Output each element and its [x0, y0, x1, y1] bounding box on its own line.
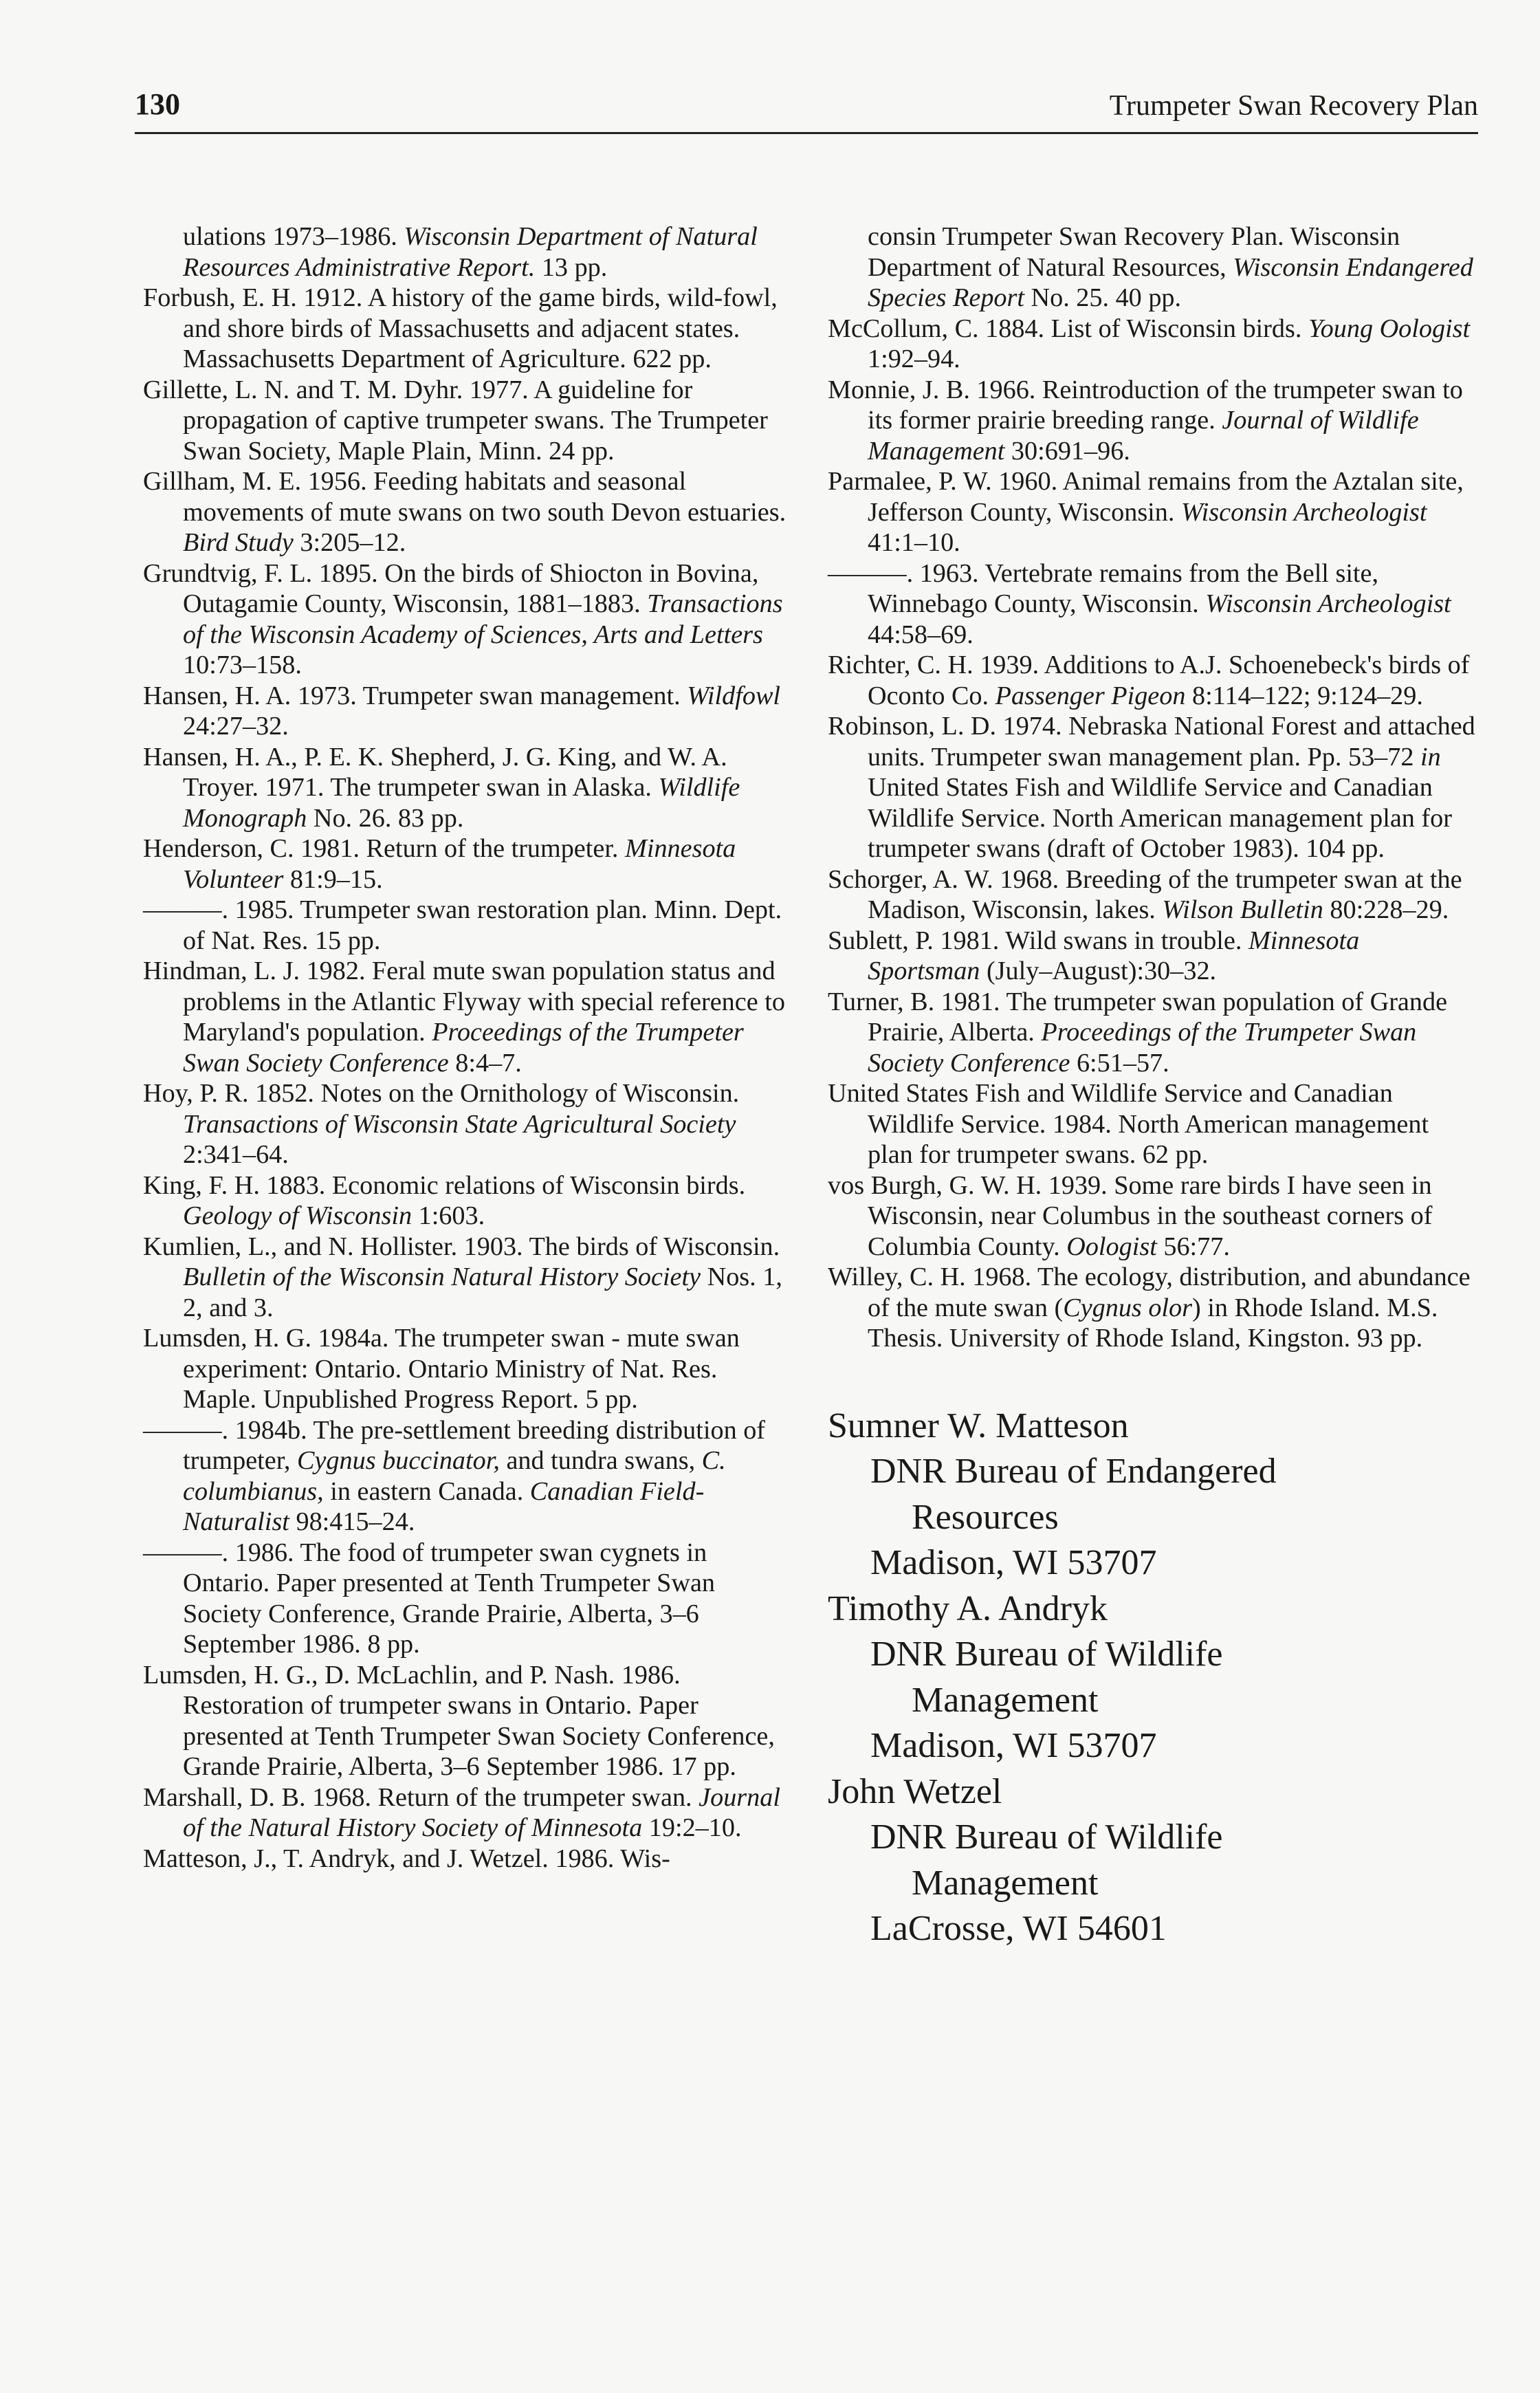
- reference-entry: [828, 314, 1478, 375]
- reference-text: United States Fish and Wildlife Service and Canadian Wildlife Service. 1984. North American management plan for trumpeter swans. 62 pp.: [828, 1079, 1429, 1169]
- page-number: 130: [135, 87, 180, 121]
- reference-entry: [143, 956, 793, 1078]
- running-head: Trumpeter Swan Recovery Plan: [1109, 90, 1478, 122]
- reference-citation: 1:603.: [412, 1201, 485, 1230]
- reference-text: consin Trumpeter Swan Recovery Plan. Wisconsin Department of Natural Resources,: [868, 222, 1400, 282]
- reference-source: Oologist: [1066, 1232, 1157, 1261]
- reference-entry: [143, 895, 793, 956]
- reference-citation: 44:58–69.: [868, 620, 974, 649]
- reference-citation: United States Fish and Wildlife Service and Canadian Wildlife Service. North American management plan for trumpeter swans (draft of October 1983). 104 pp.: [868, 773, 1452, 863]
- reference-text: Grundtvig, F. L. 1895. On the birds of Shiocton in Bovina, Outagamie County, Wisconsin, 1881–1883.: [143, 558, 759, 618]
- reference-source: Canadian Field-Naturalist: [183, 1476, 705, 1536]
- reference-entry: [143, 1415, 793, 1538]
- reference-entry: [143, 1323, 793, 1415]
- reference-entry: [828, 926, 1478, 987]
- reference-entry: [143, 375, 793, 467]
- reference-text: Hindman, L. J. 1982. Feral mute swan population status and problems in the Atlantic Flyway with special reference to Maryland's population.: [143, 957, 785, 1047]
- reference-source: Minnesota Volunteer: [183, 834, 736, 894]
- reference-source: Wildlife Monograph: [183, 773, 740, 833]
- reference-source: in: [1420, 742, 1441, 772]
- reference-text: Gillham, M. E. 1956. Feeding habitats and seasonal movements of mute swans on two south Devon estuaries.: [143, 467, 786, 527]
- author-affiliation-line: Madison, WI 53707: [870, 1543, 1157, 1582]
- right-reference-column: [828, 221, 1478, 1952]
- reference-text: ———. 1986. The food of trumpeter swan cygnets in Ontario. Paper presented at Tenth Trumpeter Swan Society Conference, Grande Prairie, Alberta, 3–6 September 1986. 8 pp.: [143, 1538, 716, 1659]
- reference-text: McCollum, C. 1884. List of Wisconsin birds.: [828, 314, 1308, 343]
- reference-text: Schorger, A. W. 1968. Breeding of the trumpeter swan at the Madison, Wisconsin, lakes.: [828, 864, 1462, 924]
- reference-citation: and tundra swans,: [499, 1446, 702, 1475]
- reference-citation: 81:9–15.: [283, 864, 383, 894]
- author-affiliation-line: Resources: [912, 1497, 1059, 1537]
- reference-text: Robinson, L. D. 1974. Nebraska National Forest and attached units. Trumpeter swan management plan. Pp. 53–72: [828, 712, 1475, 772]
- reference-text: Hansen, H. A. 1973. Trumpeter swan management.: [143, 681, 688, 710]
- reference-citation: 41:1–10.: [868, 528, 960, 557]
- reference-citation: ) in Rhode Island. M.S. Thesis. University of Rhode Island, Kingston. 93 pp.: [868, 1293, 1438, 1353]
- reference-entry: [143, 221, 793, 283]
- reference-entry: [143, 558, 793, 681]
- author-name: Timothy A. Andryk: [828, 1588, 1108, 1628]
- reference-source: Journal of the Natural History Society of Minnesota: [183, 1782, 780, 1842]
- reference-citation: 24:27–32.: [183, 712, 289, 741]
- reference-text: Richter, C. H. 1939. Additions to A.J. Schoenebeck's birds of Oconto Co.: [828, 651, 1470, 710]
- reference-text: Kumlien, L., and N. Hollister. 1903. The birds of Wisconsin.: [143, 1232, 780, 1261]
- reference-text: ———. 1963. Vertebrate remains from the Bell site, Winnebago County, Wisconsin.: [828, 558, 1379, 618]
- reference-source: Wildfowl: [687, 681, 781, 710]
- reference-source: Proceedings of the Trumpeter Swan Society Conference: [183, 1018, 744, 1078]
- reference-source: Wisconsin Archeologist: [1180, 497, 1427, 527]
- reference-citation: 19:2–10.: [642, 1813, 742, 1842]
- reference-entry: [143, 466, 793, 558]
- reference-source: Passenger Pigeon: [995, 681, 1186, 710]
- reference-source: Wilson Bulletin: [1162, 895, 1323, 924]
- reference-citation: 3:205–12.: [293, 528, 406, 557]
- reference-entry: [828, 864, 1478, 926]
- reference-citation: 13 pp.: [535, 252, 608, 282]
- reference-source: Bulletin of the Wisconsin Natural History Society: [183, 1263, 701, 1291]
- right-reference-list: [828, 221, 1478, 1354]
- reference-entry: [143, 1232, 793, 1324]
- reference-source: C. columbianus,: [183, 1446, 726, 1506]
- reference-text: King, F. H. 1883. Economic relations of Wisconsin birds.: [143, 1170, 746, 1200]
- author-affiliation-line: LaCrosse, WI 54601: [870, 1909, 1167, 1948]
- reference-citation: (July–August):30–32.: [980, 957, 1217, 985]
- reference-source: Transactions of Wisconsin State Agricultural Society: [183, 1109, 736, 1139]
- author-block: [828, 1403, 1478, 1952]
- reference-text: Forbush, E. H. 1912. A history of the game birds, wild-fowl, and shore birds of Massachusetts and adjacent states. Massachusetts Department of Agriculture. 622 pp.: [143, 283, 778, 373]
- reference-text: Sublett, P. 1981. Wild swans in trouble.: [828, 926, 1248, 955]
- reference-entry: [143, 742, 793, 834]
- reference-entry: [143, 283, 793, 375]
- author-affiliation-line: Madison, WI 53707: [870, 1726, 1157, 1765]
- author-name: John Wetzel: [828, 1771, 1002, 1811]
- reference-text: ulations 1973–1986.: [183, 222, 404, 251]
- reference-source: Wisconsin Archeologist: [1205, 589, 1451, 618]
- reference-entry: [828, 711, 1478, 864]
- reference-entry: [143, 681, 793, 742]
- reference-source: Young Oologist: [1308, 314, 1471, 343]
- reference-citation: 30:691–96.: [1004, 436, 1130, 466]
- reference-text: Henderson, C. 1981. Return of the trumpeter.: [143, 834, 626, 863]
- reference-source: Cygnus buccinator,: [297, 1446, 500, 1475]
- reference-citation: 10:73–158.: [183, 651, 302, 679]
- left-reference-column: [143, 221, 793, 1874]
- reference-entry: [828, 1262, 1478, 1354]
- reference-entry: [828, 1078, 1478, 1170]
- reference-citation: Nos. 1, 2, and 3.: [183, 1263, 782, 1322]
- reference-citation: 8:114–122; 9:124–29.: [1185, 681, 1423, 710]
- reference-entry: [143, 1078, 793, 1170]
- reference-source: Geology of Wisconsin: [183, 1201, 412, 1230]
- reference-text: vos Burgh, G. W. H. 1939. Some rare birds I have seen in Wisconsin, near Columbus in the southeast corners of Columbia County.: [828, 1170, 1433, 1261]
- author-affiliation-line: DNR Bureau of Endangered: [870, 1452, 1277, 1491]
- reference-entry: [828, 466, 1478, 558]
- reference-entry: [143, 1170, 793, 1232]
- reference-text: Gillette, L. N. and T. M. Dyhr. 1977. A guideline for propagation of captive trumpeter swans. The Trumpeter Swan Society, Maple Plain, Minn. 24 pp.: [143, 375, 768, 466]
- reference-text: Matteson, J., T. Andryk, and J. Wetzel. 1986. Wis-: [143, 1844, 670, 1873]
- page-header: [135, 81, 1478, 134]
- reference-text: Monnie, J. B. 1966. Reintroduction of the trumpeter swan to its former prairie breeding range.: [828, 375, 1463, 435]
- reference-entry: [828, 221, 1478, 314]
- reference-source: Wisconsin Endangered Species Report: [868, 252, 1473, 312]
- reference-citation: 1:92–94.: [868, 345, 960, 373]
- reference-source: Minnesota Sportsman: [868, 926, 1360, 985]
- author-name: Sumner W. Matteson: [828, 1406, 1129, 1445]
- reference-text: Marshall, D. B. 1968. Return of the trumpeter swan.: [143, 1782, 699, 1812]
- reference-citation: in eastern Canada.: [323, 1476, 530, 1506]
- reference-text: Willey, C. H. 1968. The ecology, distribution, and abundance of the mute swan (: [828, 1263, 1471, 1322]
- author-affiliation-line: Management: [912, 1680, 1099, 1720]
- reference-citation: 2:341–64.: [183, 1140, 289, 1169]
- reference-entry: [143, 1538, 793, 1660]
- reference-entry: [143, 833, 793, 895]
- reference-citation: No. 25. 40 pp.: [1024, 283, 1182, 312]
- reference-entry: [143, 1660, 793, 1782]
- author-affiliation-line: DNR Bureau of Wildlife: [870, 1635, 1223, 1674]
- reference-entry: [143, 1844, 793, 1875]
- reference-citation: No. 26. 83 pp.: [307, 803, 464, 833]
- reference-source: Bird Study: [183, 528, 294, 557]
- reference-entry: [828, 987, 1478, 1079]
- reference-source: Proceedings of the Trumpeter Swan Society Conference: [868, 1018, 1417, 1078]
- reference-citation: 56:77.: [1156, 1232, 1230, 1261]
- author-affiliation-line: DNR Bureau of Wildlife: [870, 1817, 1223, 1857]
- reference-citation: 80:228–29.: [1323, 895, 1449, 924]
- reference-text: Hoy, P. R. 1852. Notes on the Ornithology of Wisconsin.: [143, 1079, 740, 1108]
- reference-entry: [828, 650, 1478, 711]
- reference-text: Lumsden, H. G. 1984a. The trumpeter swan - mute swan experiment: Ontario. Ontario Ministry of Nat. Res. Maple. Unpublished Progress Report. 5 pp.: [143, 1324, 740, 1414]
- reference-text: Turner, B. 1981. The trumpeter swan population of Grande Prairie, Alberta.: [828, 987, 1448, 1047]
- reference-source: Transactions of the Wisconsin Academy of Sciences, Arts and Letters: [183, 589, 783, 649]
- reference-entry: [828, 558, 1478, 651]
- reference-text: Lumsden, H. G., D. McLachlin, and P. Nash. 1986. Restoration of trumpeter swans in Ontario. Paper presented at Tenth Trumpeter Swan Society Conference, Grande Prairie, Alberta, 3–6 September 1986. 17 pp.: [143, 1660, 775, 1781]
- reference-text: ———. 1985. Trumpeter swan restoration plan. Minn. Dept. of Nat. Res. 15 pp.: [143, 895, 782, 955]
- reference-text: Parmalee, P. W. 1960. Animal remains from the Aztalan site, Jefferson County, Wisconsin.: [828, 467, 1464, 527]
- reference-entry: [828, 375, 1478, 467]
- reference-citation: 98:415–24.: [289, 1507, 415, 1536]
- reference-citation: 6:51–57.: [1070, 1048, 1169, 1078]
- author-affiliation-line: Management: [912, 1863, 1099, 1903]
- reference-text: Hansen, H. A., P. E. K. Shepherd, J. G. King, and W. A. Troyer. 1971. The trumpeter swan in Alaska.: [143, 742, 727, 802]
- reference-text: ———. 1984b. The pre-settlement breeding distribution of trumpeter,: [143, 1415, 766, 1475]
- reference-citation: 8:4–7.: [448, 1048, 522, 1078]
- reference-entry: [143, 1782, 793, 1844]
- reference-source: Journal of Wildlife Management: [868, 406, 1419, 466]
- reference-source: Cygnus olor: [1063, 1293, 1192, 1322]
- reference-entry: [828, 1170, 1478, 1263]
- reference-source: Wisconsin Department of Natural Resources Administrative Report.: [183, 222, 758, 282]
